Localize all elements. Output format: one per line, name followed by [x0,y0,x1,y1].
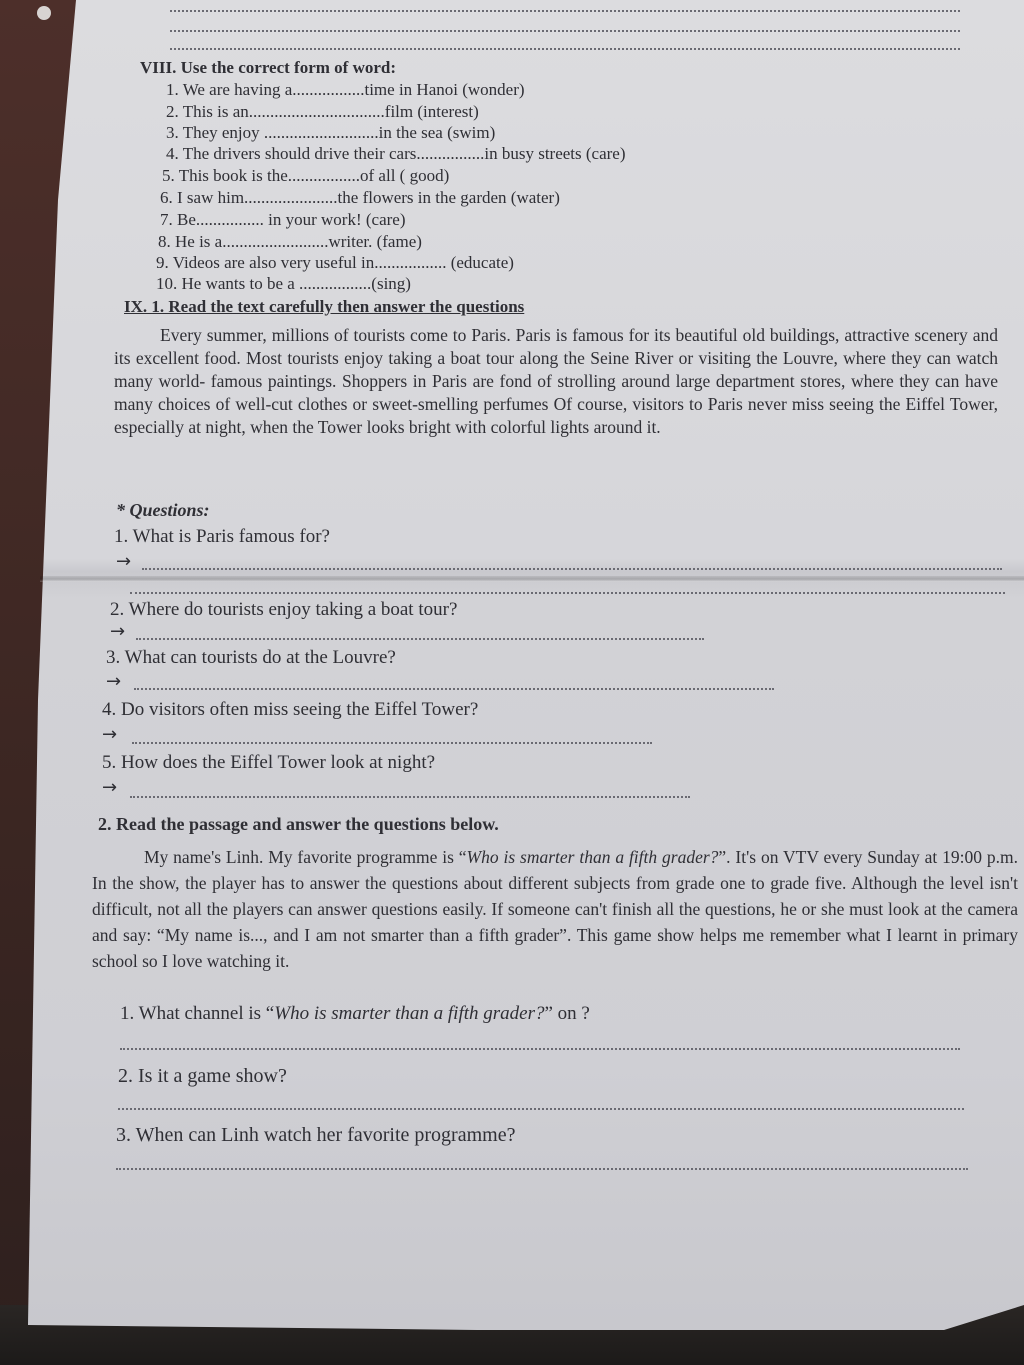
exercise-item: 9. Videos are also very useful in................. (educate) [156,253,514,272]
question-4: 4. Do visitors often miss seeing the Eiffel Tower? [102,699,479,720]
passage-text-end: ”. It's on VTV every Sunday at 19:00 p.m. In the show, the player has to answer the questions about different subjects from grade one to grade five. Although the level isn't difficult, not all the players can answer questions easily. If someone can't finish all the questions, he or she must look at the camera and say: “My name is..., and I am not smarter than a fifth grader”. This game show helps me remember what I learnt in primary school so I love watching it. [92,847,1018,971]
arrow-icon: → [116,551,132,572]
linh-passage [92,844,1018,1000]
answer-line[interactable] [132,742,652,744]
answer-line[interactable] [170,30,960,32]
programme-title: Who is smarter than a fifth grader? [274,1003,545,1024]
exercise-item: 7. Be................ in your work! (care) [160,210,406,229]
arrow-icon: → [110,621,126,642]
exercise-item: 10. He wants to be a .................(sing) [156,274,411,293]
paris-passage: Every summer, millions of tourists come to Paris. Paris is famous for its beautiful old buildings, attractive scenery and its excellent food. Most tourists enjoy taking a boat tour along the Seine River or visiting the Louvre, where they can watch many world- famous paintings. Shoppers in Paris are fond of strolling around large department stores, where they can have many choices of well-cut clothes or sweet-smelling perfumes Of course, visitors to Paris never miss seeing the Eiffel Tower, especially at night, when the Tower looks bright with colorful lights around it. [114,325,998,437]
exercise-item: 6. I saw him......................the flowers in the garden (water) [160,188,560,207]
answer-line[interactable] [116,1168,968,1170]
answer-line[interactable] [130,796,690,798]
question-3: 3. What can tourists do at the Louvre? [106,647,396,668]
question-5: 5. How does the Eiffel Tower look at night? [102,752,436,773]
question-text: ” on ? [544,1003,590,1024]
section-2-heading: 2. Read the passage and answer the questions below. [98,814,499,834]
answer-line[interactable] [170,10,960,12]
section-8-heading: VIII. Use the correct form of word: [140,58,397,77]
section-2-question-3: 3. When can Linh watch her favorite programme? [116,1124,516,1146]
answer-line[interactable] [118,1108,964,1110]
questions-label: * Questions: [116,500,210,520]
passage-text-start: My name's Linh. My favorite programme is “ [144,847,467,867]
question-1: 1. What is Paris famous for? [114,526,330,547]
answer-line[interactable] [134,688,774,690]
programme-title: Who is smarter than a fifth grader? [466,847,719,867]
arrow-icon: → [106,671,122,692]
answer-line[interactable] [136,638,704,640]
exercise-item: 5. This book is the.................of all ( good) [162,166,450,185]
answer-line[interactable] [142,568,1002,570]
exercise-item: 4. The drivers should drive their cars................in busy streets (care) [166,144,626,163]
question-2: 2. Where do tourists enjoy taking a boat tour? [110,599,458,620]
section-2-question-1 [120,1004,590,1024]
exercise-item: 8. He is a.........................writer. (fame) [158,232,422,251]
section-9-heading: IX. 1. Read the text carefully then answer the questions [124,297,525,316]
answer-line[interactable] [120,1048,960,1050]
question-text: 1. What channel is “ [120,1003,275,1024]
exercise-item: 3. They enjoy ...........................in the sea (swim) [166,123,496,142]
arrow-icon: → [102,777,118,798]
section-2-question-2: 2. Is it a game show? [118,1065,287,1087]
answer-line[interactable] [170,48,960,50]
exercise-item: 2. This is an................................film (interest) [166,102,479,121]
arrow-icon: → [102,724,118,745]
exercise-item: 1. We are having a.................time in Hanoi (wonder) [166,80,525,99]
answer-line[interactable] [130,592,1005,594]
